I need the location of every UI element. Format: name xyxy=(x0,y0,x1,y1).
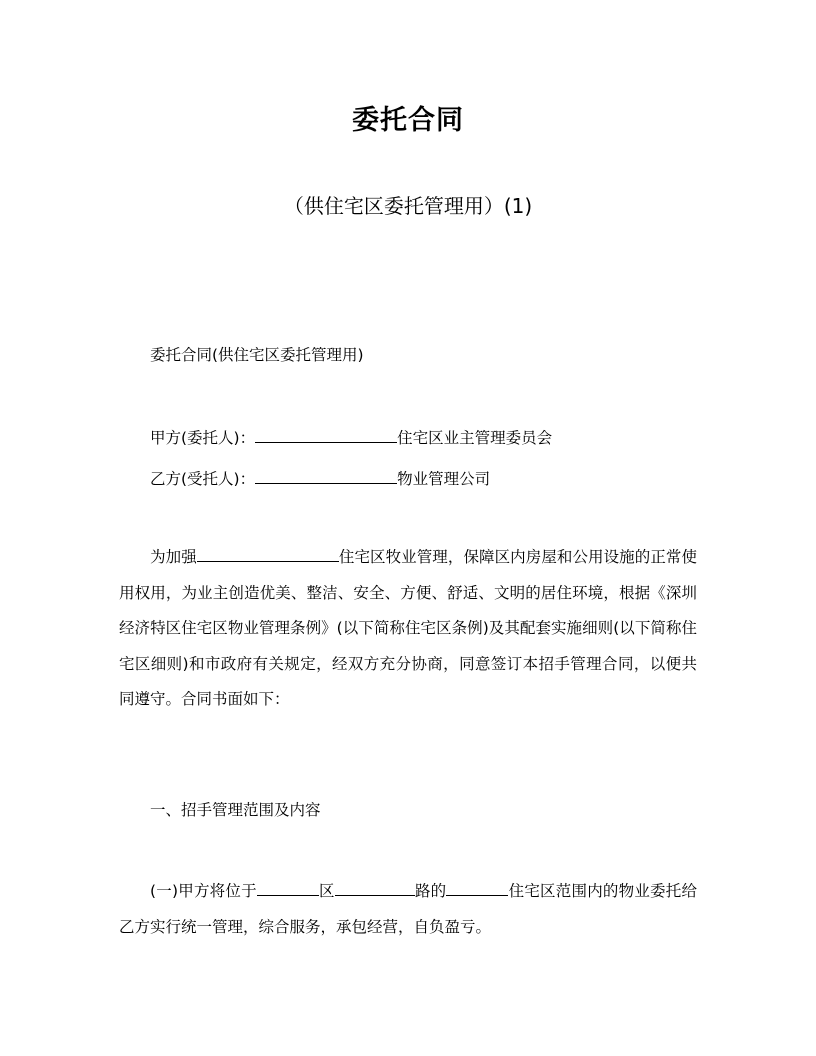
party-b-blank[interactable] xyxy=(255,469,397,484)
section-one-heading: 一、招手管理范围及内容 xyxy=(150,801,321,819)
clause-blank-location[interactable] xyxy=(257,881,319,896)
document-subtitle: （供住宅区委托管理用）(1) xyxy=(283,194,533,218)
clause-road: 路的 xyxy=(414,882,447,900)
intro-blank[interactable] xyxy=(197,547,339,562)
party-b-label: 乙方(受托人)： xyxy=(150,470,256,488)
heading-line: 委托合同(供住宅区委托管理用) xyxy=(150,346,364,364)
clause-blank-district[interactable] xyxy=(335,881,415,896)
party-a-line xyxy=(150,426,552,448)
party-a-blank[interactable] xyxy=(255,428,397,443)
clause-rest: 住宅区范围内的物业委托给乙方实行统一管理，综合服务，承包经营，自负盈亏。 xyxy=(119,882,697,936)
party-a-label: 甲方(委托人)： xyxy=(150,429,256,447)
intro-prefix: 为加强 xyxy=(150,548,197,566)
clause-blank-road[interactable] xyxy=(446,881,508,896)
clause-prefix: (一)甲方将位于 xyxy=(150,882,257,900)
document-title: 委托合同 xyxy=(352,105,464,136)
clause-district: 区 xyxy=(318,882,335,900)
intro-paragraph xyxy=(119,540,697,718)
intro-rest: 住宅区牧业管理，保障区内房屋和公用设施的正常使用权用，为业主创造优美、整洁、安全、方便、舒适、文明的居住环境，根据《深圳经济特区住宅区物业管理条例》(以下简称住宅区条例)及其配套实施细则(以下简称住宅区细则)和市政府有关规定，经双方充分协商，同意签订本招手管理合同，以便共同遵守。合同书面如下： xyxy=(119,548,697,708)
party-a-suffix: 住宅区业主管理委员会 xyxy=(397,429,553,447)
party-b-suffix: 物业管理公司 xyxy=(397,470,491,488)
clause-one-paragraph xyxy=(119,874,697,945)
party-b-line xyxy=(150,467,490,489)
